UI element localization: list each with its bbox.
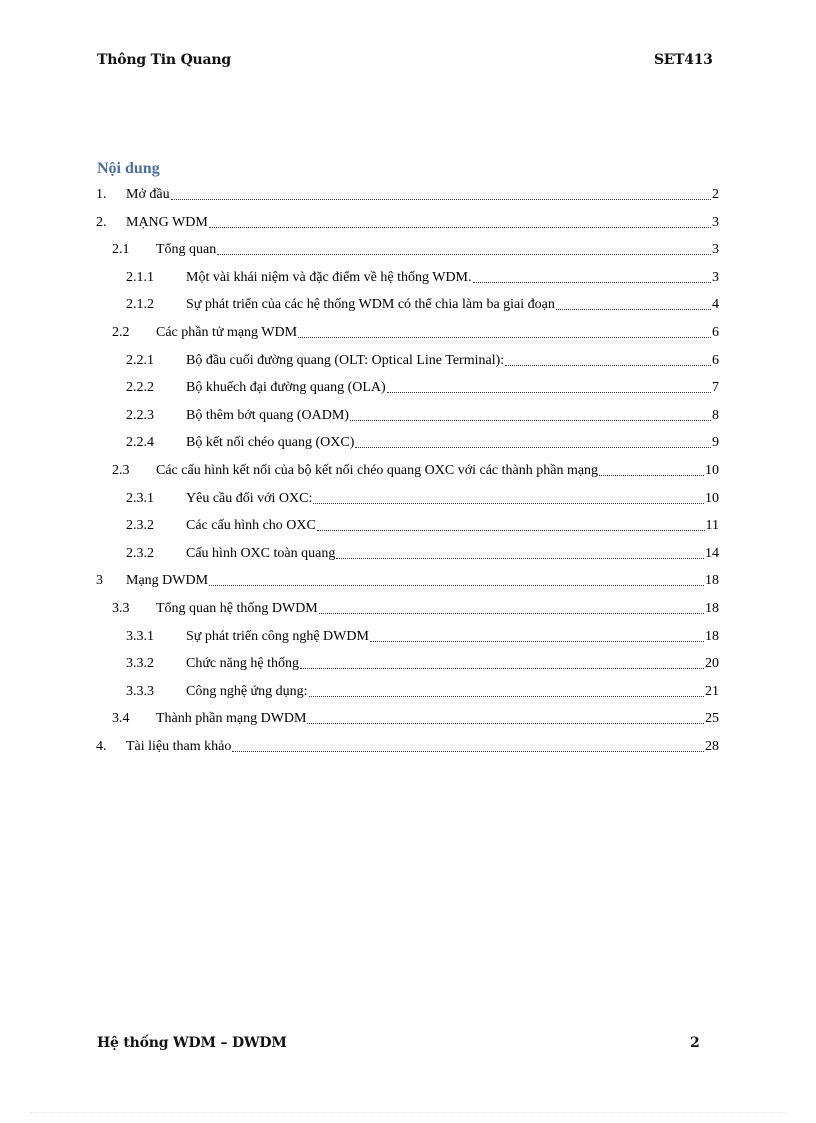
toc-leader-dots [307, 722, 704, 724]
toc-entry-label: Tổng quan hệ thống DWDM [156, 601, 318, 616]
toc-entry-number: 2.2.4 [126, 435, 154, 451]
running-header-title: Thông Tin Quang [97, 52, 231, 68]
toc-entry-page: 18 [705, 573, 719, 589]
toc-entry-label: Bộ khuếch đại đường quang (OLA) [186, 380, 386, 396]
toc-leader-dots [319, 612, 704, 614]
toc-entry-label: Công nghệ ứng dụng: [186, 683, 308, 699]
toc-entry-page: 21 [705, 683, 719, 699]
toc-leader-dots [350, 419, 711, 421]
toc-entry[interactable] [112, 598, 719, 618]
toc-leader-dots [317, 529, 705, 531]
toc-entry-page: 14 [705, 545, 719, 561]
toc-entry-label: Mạng DWDM [126, 573, 209, 589]
toc-leader-dots [171, 198, 711, 200]
toc-entry-page: 4 [712, 297, 719, 313]
toc-entry-page: 3 [712, 269, 719, 285]
toc-entry[interactable] [126, 543, 719, 563]
toc-entry-page: 25 [705, 711, 719, 727]
toc-entry[interactable] [126, 377, 719, 397]
toc-entry[interactable] [126, 294, 719, 314]
toc-entry[interactable] [126, 267, 719, 287]
toc-entry-number: 3.3.1 [126, 628, 154, 644]
toc-entry[interactable] [96, 736, 719, 756]
toc-entry-label: Một vài khái niệm và đặc điểm về hệ thống WDM. [186, 269, 472, 285]
toc-leader-dots [336, 557, 704, 559]
toc-leader-dots [313, 502, 704, 504]
toc-entry-page: 3 [712, 214, 719, 230]
toc-entry[interactable] [112, 708, 719, 728]
toc-entry-number: 3.3 [112, 601, 130, 616]
toc-entry-number: 2.1.2 [126, 297, 154, 313]
toc-entry-number: 2.3.2 [126, 518, 154, 534]
toc-entry[interactable] [126, 653, 719, 673]
toc-entry-page: 6 [712, 352, 719, 368]
toc-leader-dots [355, 446, 711, 448]
toc-entry-page: 6 [712, 325, 719, 340]
toc-entry-page: 11 [705, 518, 719, 534]
toc-entry-page: 7 [712, 380, 719, 396]
toc-entry-label: Cấu hình OXC toàn quang [186, 545, 336, 561]
toc-entry-number: 1. [96, 187, 107, 202]
toc-leader-dots [505, 364, 711, 366]
toc-leader-dots [599, 474, 704, 476]
toc-entry[interactable] [96, 212, 719, 232]
toc-entry-number: 2.2.3 [126, 407, 154, 423]
toc-entry[interactable] [112, 239, 719, 259]
toc-entry[interactable] [112, 322, 719, 342]
toc-entry-label: Bộ thêm bớt quang (OADM) [186, 407, 349, 423]
toc-entry-number: 2. [96, 214, 107, 230]
toc-entry-page: 28 [705, 739, 719, 754]
toc-entry[interactable] [126, 488, 719, 508]
toc-entry-label: Các phần tử mạng WDM [156, 325, 298, 340]
toc-entry[interactable] [112, 460, 719, 480]
toc-entry-page: 9 [712, 435, 719, 451]
toc-leader-dots [473, 281, 711, 283]
toc-entry-number: 4. [96, 739, 107, 754]
toc-entry-number: 3.3.2 [126, 656, 154, 672]
toc-entry-page: 20 [705, 656, 719, 672]
toc-leader-dots [370, 640, 704, 642]
toc-entry-number: 2.2 [112, 325, 130, 340]
toc-entry-label: Tài liệu tham khảo [126, 739, 232, 754]
toc-entry-number: 3 [96, 573, 103, 589]
toc-entry-label: Yêu cầu đối với OXC: [186, 490, 313, 506]
toc-entry-label: Bộ kết nối chéo quang (OXC) [186, 435, 355, 451]
toc-leader-dots [556, 308, 711, 310]
toc-entry-label: Bộ đầu cuối đường quang (OLT: Optical Line Terminal): [186, 352, 505, 368]
toc-entry-label: Các cấu hình cho OXC [186, 518, 316, 534]
toc-entry-number: 2.3.1 [126, 490, 154, 506]
toc-entry-number: 2.2.1 [126, 352, 154, 368]
toc-entry[interactable] [126, 681, 719, 701]
toc-leader-dots [387, 391, 711, 393]
toc-entry[interactable] [126, 626, 719, 646]
toc-entry-label: Sự phát triển của các hệ thống WDM có thể chia làm ba giai đoạn [186, 297, 555, 313]
toc-entry[interactable] [96, 570, 719, 590]
toc-entry-page: 2 [712, 187, 719, 202]
toc-leader-dots [309, 695, 704, 697]
page-edge-divider [30, 1112, 786, 1113]
toc-entry[interactable] [126, 432, 719, 452]
toc-leader-dots [300, 667, 704, 669]
running-footer-title: Hệ thống WDM – DWDM [97, 1035, 287, 1051]
toc-entry-label: Chức năng hệ thống [186, 656, 299, 672]
toc-entry[interactable] [96, 184, 719, 204]
page-number: 2 [690, 1035, 700, 1051]
toc-entry-page: 18 [705, 628, 719, 644]
toc-leader-dots [217, 253, 711, 255]
toc-entry-number: 3.3.3 [126, 683, 154, 699]
toc-entry-number: 2.1.1 [126, 269, 154, 285]
toc-leader-dots [209, 584, 704, 586]
toc-entry-number: 2.2.2 [126, 380, 154, 396]
toc-entry-page: 8 [712, 407, 719, 423]
toc-entry-page: 10 [705, 490, 719, 506]
toc-entry-label: Các cấu hình kết nối của bộ kết nối chéo quang OXC với các thành phần mạng [156, 463, 599, 478]
toc-entry-page: 18 [705, 601, 719, 616]
running-header-code: SET413 [654, 52, 713, 68]
toc-entry-page: 3 [712, 242, 719, 258]
toc-entry-label: MẠNG WDM [126, 214, 208, 230]
toc-entry[interactable] [126, 350, 719, 370]
toc-entry-label: Sự phát triển công nghệ DWDM [186, 628, 369, 644]
toc-entry-page: 10 [705, 463, 719, 478]
toc-entry[interactable] [126, 515, 719, 535]
toc-entry[interactable] [126, 405, 719, 425]
toc-entry-number: 2.3.2 [126, 545, 154, 561]
toc-leader-dots [209, 226, 711, 228]
toc-heading: Nội dung [97, 160, 160, 177]
toc-entry-number: 2.1 [112, 242, 130, 258]
toc-leader-dots [232, 750, 704, 752]
toc-entry-label: Tổng quan [156, 242, 217, 258]
toc-entry-number: 3.4 [112, 711, 130, 727]
toc-leader-dots [298, 336, 711, 338]
toc-entry-number: 2.3 [112, 463, 130, 478]
toc-entry-label: Mở đầu [126, 187, 170, 202]
toc-entry-label: Thành phần mạng DWDM [156, 711, 307, 727]
